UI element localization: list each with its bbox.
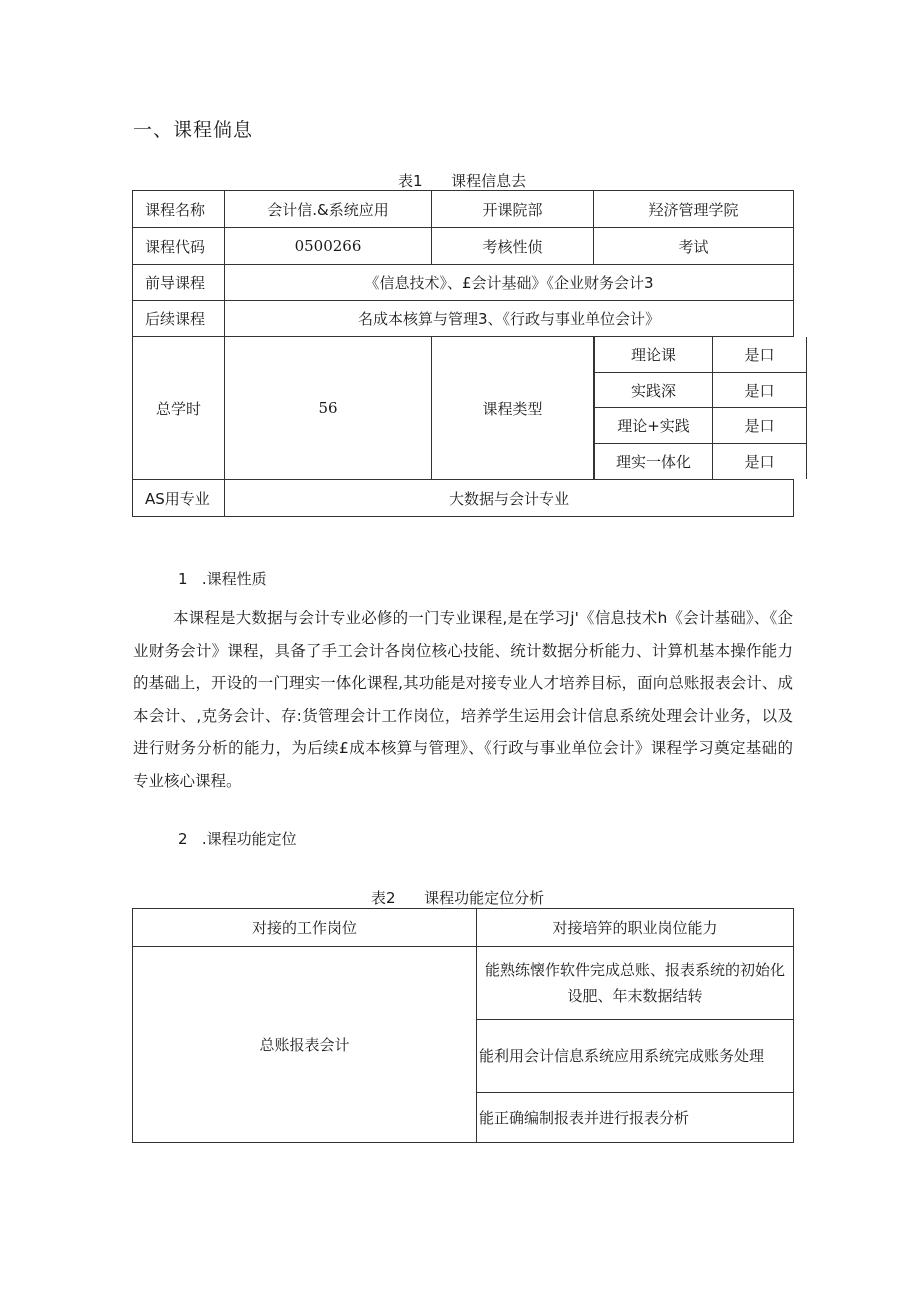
- type-name: 实践深: [595, 372, 713, 408]
- course-name-label: 课程名称: [133, 191, 225, 228]
- type-value: 是口: [713, 337, 807, 372]
- course-name-value: 会计信.&系统应用: [225, 191, 432, 228]
- department-value: 羟济管理学院: [594, 191, 794, 228]
- department-label: 开课院部: [432, 191, 594, 228]
- type-value: 是口: [713, 372, 807, 408]
- type-name: 理论课: [595, 337, 713, 372]
- course-type-cell: [594, 337, 794, 480]
- type-value: 是口: [713, 444, 807, 479]
- section1-title: 1 .课程性质: [178, 570, 267, 588]
- section-heading: 一、课程倘息: [133, 119, 254, 141]
- function-positioning-table: [132, 908, 794, 1143]
- ability-item: 能利用会计信息系统应用系统完成账务处理: [477, 1020, 794, 1093]
- type-value: 是口: [713, 408, 807, 444]
- total-hours-value: 56: [225, 337, 432, 480]
- work-position-cell: 总账报表会计: [133, 947, 477, 1143]
- course-code-value: 0500266: [225, 228, 432, 265]
- ability-item: 能熟练懐作软件完成总账、报表系统的初始化设肥、年末数据结转: [477, 947, 794, 1020]
- assessment-label: 考核性侦: [432, 228, 594, 265]
- follow-up-label: 后续课程: [133, 301, 225, 337]
- total-hours-label: 总学时: [133, 337, 225, 480]
- course-info-table: [132, 190, 794, 517]
- ability-item: 能正确编制报表并进行报表分析: [477, 1093, 794, 1143]
- type-name: 理论+实践: [595, 408, 713, 444]
- course-code-label: 课程代码: [133, 228, 225, 265]
- type-name: 理实一体化: [595, 444, 713, 479]
- section2-title: 2 .课程功能定位: [178, 830, 297, 848]
- major-value: 大数据与会计专业: [225, 480, 794, 517]
- table2-caption: 表2 课程功能定位分析: [371, 889, 545, 907]
- major-label: AS用专业: [133, 480, 225, 517]
- section1-paragraph: 本课程是大数据与会计专业必修的一门专业课程,是在学习j'《信息技术h《会计基础》、《企业财务会计》课程，具备了手工会计各岗位核心技能、统计数据分析能力、计算机基本操作能力的基础上，开设的一门理实一体化课程,其功能是对接专业人才培养目标，面向总账报表会计、成本会计、,克务会计、存:货管理会计工作岗位，培养学生运用会计信息系统处理会计业务，以及进行财务分析的能力，为后续£成本核算与管理》、《行政与事业单位会计》课程学习奠定基础的专业核心课程。: [133, 609, 793, 790]
- table1-caption: 表1 课程信息去: [398, 172, 527, 190]
- header-ability: 对接培笄的职业岗位能力: [477, 909, 794, 947]
- header-work-position: 对接的工作岗位: [133, 909, 477, 947]
- follow-up-value: 名成本核算与管理3、《行政与事业单位会计》: [225, 301, 794, 337]
- course-type-subtable: [594, 337, 807, 479]
- prerequisite-value: 《信息技术》、£会计基础》《企业财务会计3: [225, 265, 794, 301]
- assessment-value: 考试: [594, 228, 794, 265]
- course-type-label: 课程类型: [432, 337, 594, 480]
- prerequisite-label: 前导课程: [133, 265, 225, 301]
